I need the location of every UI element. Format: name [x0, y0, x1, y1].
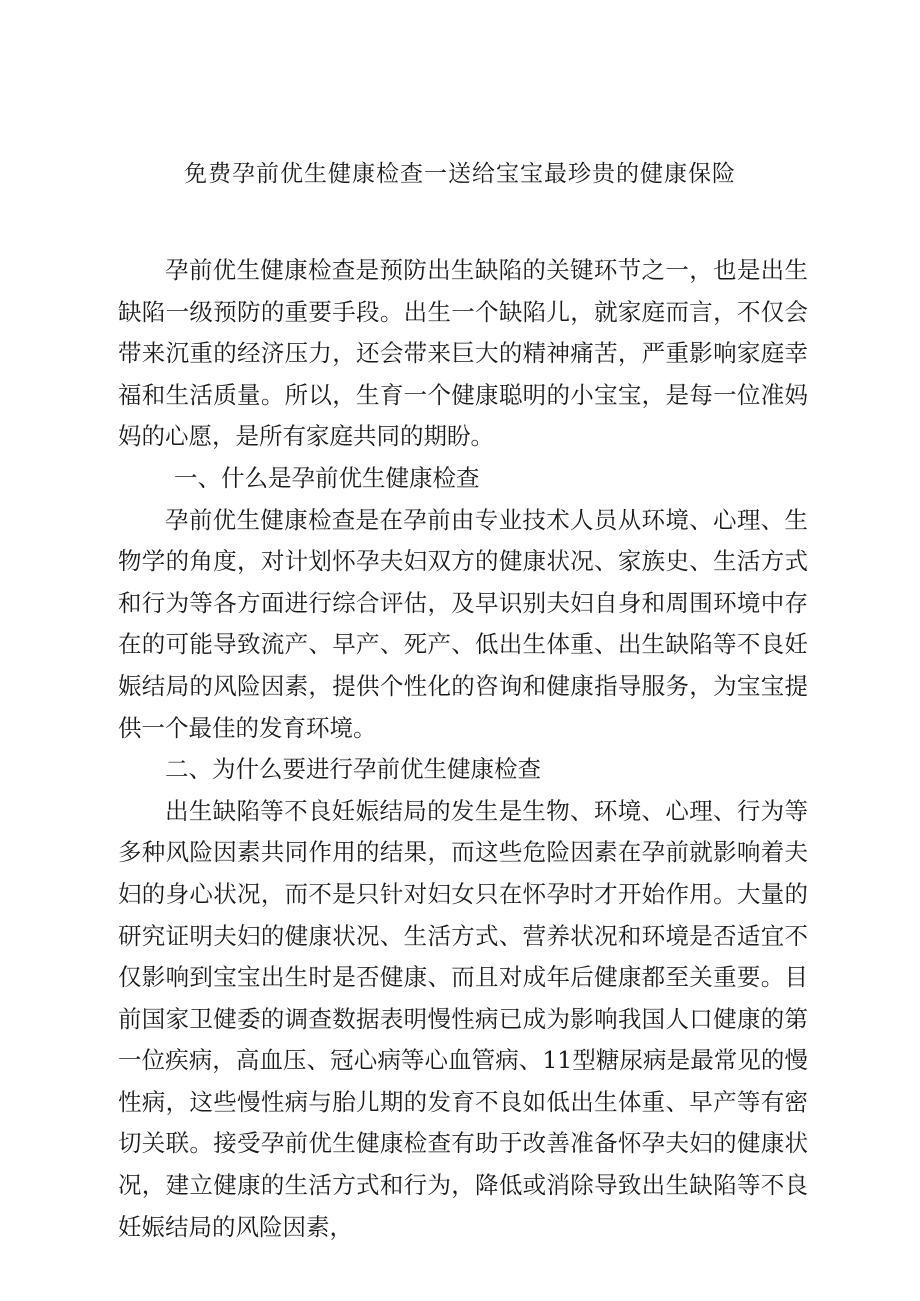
paragraph-what: 孕前优生健康检查是在孕前由专业技术人员从环境、心理、生物学的角度，对计划怀孕夫妇双方的健康状况、家族史、生活方式和行为等各方面进行综合评估，及早识别夫妇自身和周围环境中存在的可能导致流产、早产、死产、低出生体重、出生缺陷等不良妊娠结局的风险因素，提供个性化的咨询和健康指导服务，为宝宝提供一个最佳的发育环境。 — [118, 505, 808, 742]
section-heading-why: 二、为什么要进行孕前优生健康检查 — [165, 755, 541, 784]
document-title: 免费孕前优生健康检查一送给宝宝最珍贵的健康保险 — [184, 161, 736, 187]
paragraph-why: 出生缺陷等不良妊娠结局的发生是生物、环境、心理、行为等多种风险因素共同作用的结果，而这些危险因素在孕前就影响着夫妇的身心状况，而不是只针对妇女只在怀孕时才开始作用。大量的研究证明夫妇的健康状况、生活方式、营养状况和环境是否适宜不仅影响到宝宝出生时是否健康、而且对成年后健康都至关重要。目前国家卫健委的调查数据表明慢性病已成为影响我国人口健康的第一位疾病，高血压、冠心病等心血管病、11型糖尿病是最常见的慢性病，这些慢性病与胎儿期的发育不良如低出生体重、早产等有密切关联。接受孕前优生健康检查有助于改善准备怀孕夫妇的健康状况，建立健康的生活方式和行为，降低或消除导致出生缺陷等不良妊娠结局的风险因素， — [118, 796, 808, 1241]
document-body — [118, 250, 808, 1248]
section-heading-what: 一、什么是孕前优生健康检查 — [174, 463, 480, 492]
paragraph-intro: 孕前优生健康检查是预防出生缺陷的关键环节之一，也是出生缺陷一级预防的重要手段。出生一个缺陷儿，就家庭而言，不仅会带来沉重的经济压力，还会带来巨大的精神痛苦，严重影响家庭幸福和生活质量。所以，生育一个健康聪明的小宝宝，是每一位准妈妈的心愿，是所有家庭共同的期盼。 — [118, 256, 808, 451]
